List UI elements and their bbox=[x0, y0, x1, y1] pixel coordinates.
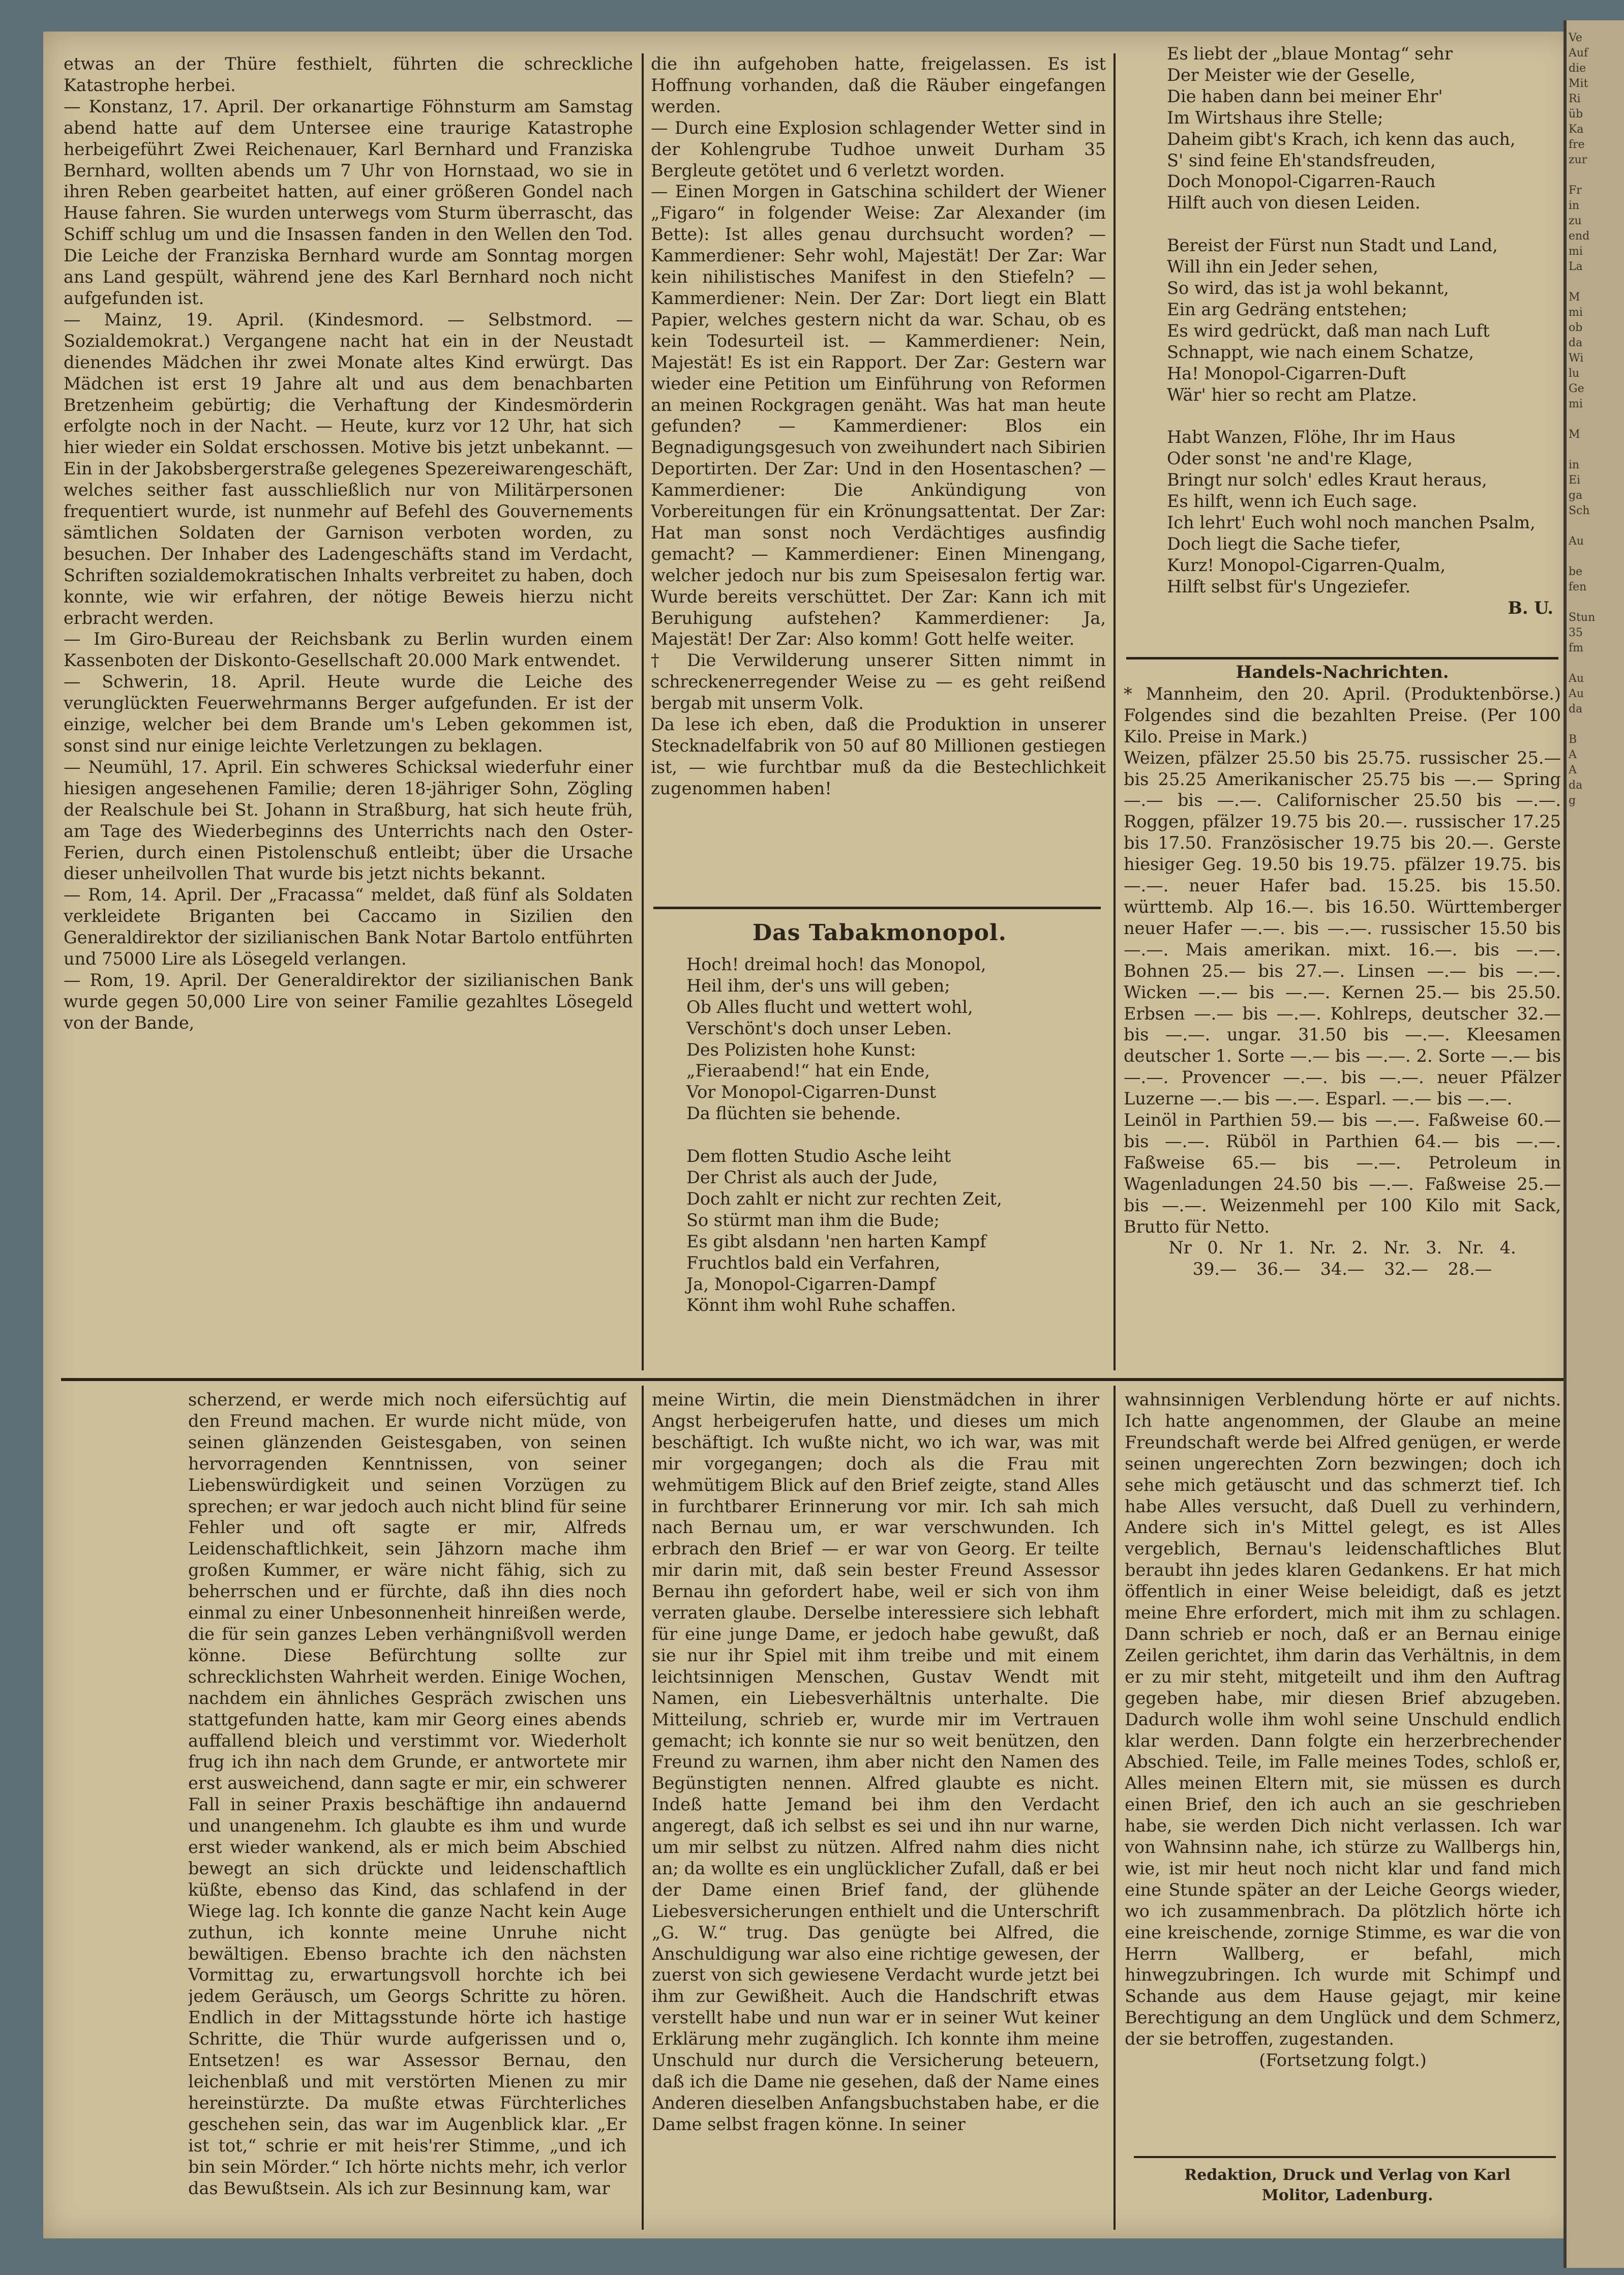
column-rule bbox=[642, 1386, 644, 2230]
poem-block bbox=[656, 915, 1103, 1373]
poem-line: Es liebt der „blaue Montag“ sehr bbox=[1167, 44, 1453, 64]
poem-line: Fruchtlos bald ein Verfahren, bbox=[686, 1252, 941, 1273]
column-rule bbox=[1114, 1386, 1116, 2230]
poem-line: Ja, Monopol-Cigarren-Dampf bbox=[686, 1274, 936, 1294]
article-paragraph: die ihn aufgehoben hatte, freigelassen. Es ist Hoffnung vorhanden, daß die Räuber eingefangen werden. bbox=[651, 54, 1106, 116]
poem-line: Bereist der Fürst nun Stadt und Land, bbox=[1167, 235, 1498, 256]
poem-line: Es hilft, wenn ich Euch sage. bbox=[1167, 491, 1418, 512]
poem-line: Kurz! Monopol-Cigarren-Qualm, bbox=[1167, 555, 1446, 575]
poem-line: Hilft selbst für's Ungeziefer. bbox=[1167, 576, 1411, 596]
poem-line: Doch Monopol-Cigarren-Rauch bbox=[1167, 171, 1436, 192]
market-paragraph: Weizen, pfälzer 25.50 bis 25.75. russischer 25.— bis 25.25 Amerikanischer 25.75 bis —.— Spring —.— bis —.—. Californischer 25.50 bis —.—. Roggen, pfälzer 19.75 bis 20.—. russischer 17.25 bis 17.50. Französischer 19.75 bis 20.—. Gerste hiesiger Geg. 19.50 bis 19.75. pfälzer 19.75. bis —.—. neuer Hafer bad. 15.25. bis 15.50. württemb. Alp 16.—. bis 16.50. Württemberger neuer Hafer —.—. bis —.—. russischer 15.50 bis —.—. Mais amerikan. mixt. 16.—. bis —.—. Bohnen 25.— bis 27.—. Linsen —.— bis —.—. Wicken —.— bis —.—. Kernen 25.— bis 25.50. Erbsen —.— bis —.—. Kohlreps, deutscher 32.— bis —.—. ungar. 31.50 bis —.—. Kleesamen deutscher 1. Sorte —.— bis —.—. 2. Sorte —.— bis —.—. Provencer —.—. bis —.—. neuer Pfälzer Luzerne —.— bis —.—. Esparl. —.— bis —.—. bbox=[1124, 747, 1561, 1109]
column-rule bbox=[642, 53, 644, 1370]
poem-line: „Fieraabend!“ hat ein Ende, bbox=[686, 1061, 930, 1081]
poem-line: Könnt ihm wohl Ruhe schaffen. bbox=[686, 1295, 956, 1315]
poem-title: Das Tabakmonopol. bbox=[753, 920, 1007, 946]
poem-line: Ein arg Gedräng entstehen; bbox=[1167, 299, 1407, 319]
continuation-note: (Fortsetzung folgt.) bbox=[1259, 2050, 1427, 2071]
poem-line: Wär' hier so recht am Platze. bbox=[1167, 384, 1417, 405]
poem-line: Es gibt alsdann 'nen harten Kampf bbox=[686, 1231, 986, 1251]
column-rule bbox=[1114, 53, 1116, 1370]
poem-lines bbox=[656, 954, 1103, 1316]
article-paragraph: — Schwerin, 18. April. Heute wurde die Leiche des verunglückten Feuerwehrmanns Berger aufgefunden. Er ist der einzige, welcher bei dem Brande um's Leben gekommen ist, sonst sind nur einige leichte Verletzungen zu beklagen. bbox=[64, 672, 633, 756]
poem-line: Daheim gibt's Krach, ich kenn das auch, bbox=[1167, 129, 1516, 149]
poem-line bbox=[686, 1124, 1103, 1146]
poem-line: Will ihn ein Jeder sehen, bbox=[1167, 257, 1378, 277]
top-column-1 bbox=[64, 53, 633, 1353]
poem-line: S' sind feine Eh'standsfreuden, bbox=[1167, 150, 1436, 170]
feuilleton-rule bbox=[61, 1378, 1563, 1381]
imprint-rule bbox=[1134, 2156, 1556, 2158]
poem-line: Oder sonst 'ne and're Klage, bbox=[1167, 448, 1413, 469]
poem-line bbox=[1167, 405, 1558, 427]
poem-line: Hilft auch von diesen Leiden. bbox=[1167, 193, 1421, 213]
section-rule bbox=[1126, 657, 1558, 660]
section-rule bbox=[653, 907, 1101, 909]
poem-line: Doch zahlt er nicht zur rechten Zeit, bbox=[686, 1188, 1002, 1209]
article-paragraph: etwas an der Thüre festhielt, führten die schreckliche Katastrophe herbei. bbox=[64, 54, 633, 95]
poem-line: Verschönt's doch unser Leben. bbox=[686, 1018, 952, 1038]
article-paragraph: — Rom, 19. April. Der Generaldirektor der sizilianischen Bank wurde gegen 50,000 Lire von seiner Familie gezahltes Lösegeld von der Bande, bbox=[64, 970, 633, 1033]
poem-line: Ob Alles flucht und wettert wohl, bbox=[686, 997, 973, 1017]
market-report bbox=[1124, 662, 1561, 1371]
top-column-2 bbox=[651, 53, 1106, 900]
article-paragraph: — Im Giro-Bureau der Reichsbank zu Berlin wurden einem Kassenboten der Diskonto-Gesellschaft 20.000 Mark entwendet. bbox=[64, 629, 633, 671]
story-text: meine Wirtin, die mein Dienstmädchen in ihrer Angst herbeigerufen hatte, und dieses um mich beschäftigt. Ich wußte nicht, wo ich war, was mit mir vorgegangen; doch als die Frau mit wehmütigem Blick auf den Brief zeigte, stand Alles in furchtbarer Erinnerung vor mir. Ich sah mich nach Bernau um, er war verschwunden. Ich erbrach den Brief — er war von Georg. Er teilte mir darin mit, daß sein bester Freund Assessor Bernau ihn gefordert habe, weil er sich von ihm verraten glaube. Derselbe interessiere sich lebhaft für eine junge Dame, er jedoch habe gewußt, daß sie nur ihr Spiel mit ihm treibe und mit einem leichtsinnigen Menschen, Gustav Wendt mit Namen, ein Liebesverhältnis unterhalte. Die Mitteilung, schrieb er, wurde mir im Vertrauen gemacht; ich konnte sie nur so weit benützen, den Freund zu warnen, ihm aber nicht den Namen des Begünstigten nennen. Alfred glaubte es nicht. Indeß hatte Jemand bei ihm den Verdacht angeregt, daß ich selbst es sei und ihn nur warne, um mir selbst zu nützen. Alfred nahm dies nicht an; da wollte es ein unglücklicher Zufall, daß er bei der Dame einen Brief fand, der glühende Liebesversicherungen enthielt und die Unterschrift „G. W.“ trug. Das genügte bei Alfred, die Anschuldigung war also eine richtige gewesen, der zuerst von sich gewiesene Verdacht wurde jetzt bei ihm zur Gewißheit. Auch die Handschrift etwas verstellt habe und nun war er in seiner Wut keiner Erklärung mehr zugänglich. Ich konnte ihm meine Unschuld nur durch die Versicherung beteuern, daß ich die Dame nie gesehen, daß der Name eines Anderen dieselben Anfangsbuchstaben habe, er die Dame selbst fragen könne. In seiner bbox=[652, 1390, 1099, 2134]
market-flour-grades: Nr 0. Nr 1. Nr. 2. Nr. 3. Nr. 4. bbox=[1168, 1238, 1516, 1258]
article-paragraph: — Einen Morgen in Gatschina schildert der Wiener „Figaro“ in folgender Weise: Zar Alexander (im Bette): Ist alles genau durchsucht worden? — Kammerdiener: Sehr wohl, Majestät! Der Zar: War kein nihilistisches Manifest in den Stiefeln? — Kammerdiener: Nein. Der Zar: Dort liegt ein Blatt Papier, welches gestern nicht da war. Schau, ob es kein Todesurteil ist. — Kammerdiener: Nein, Majestät! Es ist ein Rapport. Der Zar: Gestern war wieder eine Petition um Einführung von Reformen an meinen Rockgragen genäht. Was hat man heute gefunden? — Kammerdiener: Blos ein Begnadigungsgesuch von zweihundert nach Sibirien Deportirten. Der Zar: Und in den Hosentaschen? — Kammerdiener: Die Ankündigung von Vorbereitungen für ein Krönungsattentat. Der Zar: Hat man sonst noch Verdächtiges ausfindig gemacht? — Kammerdiener: Einen Minengang, welcher jedoch nur bis zum Speisesalon fertig war. Wurde bereits verschüttet. Der Zar: Kann ich mit Beruhigung aufstehen? Kammerdiener: Ja, Majestät! Der Zar: Also komm! Gott helfe weiter. bbox=[651, 182, 1106, 649]
poem-line: Habt Wanzen, Flöhe, Ihr im Haus bbox=[1167, 427, 1456, 447]
poem-line: Bringt nur solch' edles Kraut heraus, bbox=[1167, 470, 1487, 490]
market-paragraph: * Mannheim, den 20. April. (Produktenbörse.) Folgendes sind die bezahlten Preise. (Per 100 Kilo. Preise in Mark.) bbox=[1124, 683, 1561, 746]
imprint bbox=[1149, 2165, 1546, 2216]
market-title: Handels-Nachrichten. bbox=[1236, 662, 1449, 682]
poem-line: Dem flotten Studio Asche leiht bbox=[686, 1146, 951, 1166]
poem-line: Es wird gedrückt, daß man nach Luft bbox=[1167, 320, 1490, 341]
market-flour-prices: 39.— 36.— 34.— 32.— 28.— bbox=[1192, 1259, 1492, 1279]
article-paragraph: † Die Verwilderung unserer Sitten nimmt in schreckenerregender Weise zu — es geht reißend bergab mit unserm Volk. bbox=[651, 650, 1106, 713]
feuilleton-column-3 bbox=[1125, 1389, 1561, 2142]
article-paragraph: — Rom, 14. April. Der „Fracassa“ meldet, daß fünf als Soldaten verkleidete Briganten bei Caccamo in Sizilien den Generaldirektor der sizilianischen Bank Notar Bartolo entführten und 75000 Lire als Lösegeld verlangen. bbox=[64, 885, 633, 969]
poem-line: Des Polizisten hohe Kunst: bbox=[686, 1039, 916, 1060]
poem-lines bbox=[1126, 43, 1558, 597]
poem-line: Heil ihm, der's uns will geben; bbox=[686, 975, 950, 996]
poem-line: Der Christ als auch der Jude, bbox=[686, 1167, 938, 1187]
article-paragraph: — Mainz, 19. April. (Kindesmord. — Selbstmord. — Sozialdemokrat.) Vergangene nacht hat ein in der Neustadt dienendes Mädchen ihr zwei Monate altes Kind erwürgt. Das Mädchen ist erst 19 Jahre alt und aus dem benachbarten Bretzenheim gebürtig; die Verhaftung der Kindesmörderin erfolgte noch in der Nacht. — Heute, kurz vor 12 Uhr, hat sich hier wieder ein Soldat erschossen. Motive bis jetzt unbekannt. — Ein in der Jakobsbergerstraße gelegenes Spezereiwarengeschäft, welches seither fast ausschließlich nur von Militärpersonen frequentiert wurde, ist nunmehr auf Befehl des Gouvernements sämtlichen Soldaten der Garnison verboten worden, zu besuchen. Der Inhaber des Ladengeschäfts stand im Verdacht, Schriften sozialdemokratischen Inhalts verbreitet zu haben, doch konnte, wie wir erfahren, der nötige Beweis hierzu nicht erbracht werden. bbox=[64, 309, 633, 628]
article-paragraph: Da lese ich eben, daß die Produktion in unserer Stecknadelfabrik von 50 auf 80 Millionen gestiegen ist, — wie furchtbar muß da die Bestechlichkeit zugenommen haben! bbox=[651, 714, 1106, 798]
feuilleton-column-2 bbox=[652, 1389, 1099, 2223]
poem-line: Doch liegt die Sache tiefer, bbox=[1167, 533, 1401, 554]
article-paragraph: — Durch eine Explosion schlagender Wetter sind in der Kohlengrube Tudhoe unweit Durham 35 Bergleute getötet und 6 verletzt worden. bbox=[651, 117, 1106, 181]
poem-line: Ha! Monopol-Cigarren-Duft bbox=[1167, 363, 1406, 383]
imprint-text: Redaktion, Druck und Verlag von Karl Molitor, Ladenburg. bbox=[1184, 2166, 1511, 2204]
poem-line: So wird, das ist ja wohl bekannt, bbox=[1167, 278, 1449, 298]
poem-line: Im Wirtshaus ihre Stelle; bbox=[1167, 107, 1384, 128]
article-paragraph: — Neumühl, 17. April. Ein schweres Schicksal wiederfuhr einer hiesigen angesehenen Familie; deren 18-jähriger Sohn, Zögling der Realschule bei St. Johann in Straßburg, hat sich heute früh, am Tage des Wiederbeginns des Unterrichts nach den Oster-Ferien, durch einen Pistolenschuß entleibt; über die Ursache dieser unheilvollen That wurde bis jetzt nichts bekannt. bbox=[64, 757, 633, 884]
market-paragraph: Leinöl in Parthien 59.— bis —.—. Faßweise 60.— bis —.—. Rüböl in Parthien 64.— bis —.—. Faßweise 65.— bis —.—. Petroleum in Wagenladungen 24.50 bis —.—. Faßweise 25.— bis —.—. Weizenmehl per 100 Kilo mit Sack, Brutto für Netto. bbox=[1124, 1110, 1561, 1237]
poem-line: Da flüchten sie behende. bbox=[686, 1103, 901, 1124]
poem-line: Ich lehrt' Euch wohl noch manchen Psalm, bbox=[1167, 512, 1536, 532]
next-page-edge-text: Ve Auf die Mit Ri üb Ka fre zur Fr in zu end mi La M mi ob da Wi lu Ge mi M in Ei ga Sch Au be fen Stun 35 fm Au Au da B A A da g bbox=[1569, 32, 1596, 807]
poem-line: So stürmt man ihm die Bude; bbox=[686, 1210, 940, 1230]
story-text: scherzend, er werde mich noch eifersüchtig auf den Freund machen. Er wurde nicht müde, von seinen glänzenden Geistesgaben, von seinen hervorragenden Kenntnissen, von seiner Liebenswürdigkeit und seinen Vorzügen zu sprechen; er war jedoch auch nicht blind für seine Fehler und oft sagte er mir, Alfreds Leidenschaftlichkeit, sein Jähzorn mache ihm großen Kummer, er wäre nicht fähig, sich zu beherrschen und er fürchte, daß ihn dies noch einmal zu einer Unbesonnenheit hinreißen werde, die für sein ganzes Leben verhängnißvoll werden könne. Diese Befürchtung sollte zur schrecklichsten Wahrheit werden. Einige Wochen, nachdem ein ähnliches Gespräch zwischen uns stattgefunden hatte, kam mir Georg eines abends auffallend bleich und verstimmt vor. Wiederholt frug ich ihn nach dem Grunde, er antwortete mir erst ausweichend, dann sagte er mir, ein schwerer Fall in seiner Praxis beschäftige ihn andauernd und unangenehm. Ich glaubte es ihm und wurde erst wieder wankend, als er mich beim Abschied bewegt an sich drückte und leidenschaftlich küßte, ebenso das Kind, das schlafend in der Wiege lag. Ich konnte die ganze Nacht kein Auge zuthun, ich konnte meine Unruhe nicht bewältigen. Ebenso brachte ich den nächsten Vormittag zu, erwartungsvoll horchte ich bei jedem Geräusch, um Georgs Schritte zu hören. Endlich in der Mittagsstunde hörte ich hastige Schritte, die Thür wurde aufgerissen und o, Entsetzen! es war Assessor Bernau, den leichenblaß und mit verstörten Mienen zu mir hereinstürzte. Da mußte etwas Fürchterliches geschehen sein, das war im Augenblick klar. „Er ist tot,“ schrie er mit heis'rer Stimme, „und ich bin sein Mörder.“ Ich hörte nichts mehr, ich verlor das Bewußtsein. Als ich zur Besinnung kam, war bbox=[188, 1390, 626, 2198]
poem-line: Die haben dann bei meiner Ehr' bbox=[1167, 86, 1443, 106]
poem-line: Schnappt, wie nach einem Schatze, bbox=[1167, 342, 1475, 362]
poem-line: Hoch! dreimal hoch! das Monopol, bbox=[686, 954, 986, 974]
poem-signature: B. U. bbox=[1508, 597, 1553, 618]
story-text: wahnsinnigen Verblendung hörte er auf nichts. Ich hatte angenommen, der Glaube an meine Freundschaft werde bei Alfred genügen, er werde seinen ungerechten Zorn bezwingen; doch ich sehe mich getäuscht und das schmerzt tief. Ich habe Alles versucht, daß Duell zu verhindern, Andere sich in's Mittel gelegt, es ist Alles vergeblich, Bernau's leidenschaftliches Blut beraubt ihn jedes klaren Gedankens. Er hat mich öffentlich in einer Weise beleidigt, daß es jetzt meine Ehre erfordert, mich mit ihm zu schlagen. Dann schrieb er noch, daß er an Bernau einige Zeilen gerichtet, ihm darin das Verhältnis, in dem er zu mir steht, mitgeteilt und ihm den Auftrag gegeben habe, mir diesen Brief abzugeben. Dadurch wolle ihm wohl seine Unschuld endlich klar werden. Dann folgte ein herzerbrechender Abschied. Teile, im Falle meines Todes, schloß er, Alles meinen Eltern mit, sie müssen es durch einen Brief, den ich auch an sie geschrieben habe, sie werden Dich nicht verlassen. Ich war von Wahnsinn nahe, ich stürze zu Wallbergs hin, wie, ist mir heut noch nicht klar und fand mich eine Stunde später an der Leiche Georgs wieder, wo ich zusammenbrach. Da plötzlich hörte ich eine kreischende, zornige Stimme, es war die von Herrn Wallberg, er befahl, mich hinwegzubringen. Ich wurde mit Schimpf und Schande aus dem Hause gejagt, mir keine Berechtigung an dem Unglück und dem Schmerz, der sie betroffen, zugestanden. bbox=[1125, 1390, 1561, 2049]
poem-line: Der Meister wie der Geselle, bbox=[1167, 65, 1416, 85]
poem-line: Vor Monopol-Cigarren-Dunst bbox=[686, 1082, 936, 1102]
article-paragraph: — Konstanz, 17. April. Der orkanartige Föhnsturm am Samstag abend hatte auf dem Untersee eine traurige Katastrophe herbeigeführt Zwei Reichenauer, Karl Bernhard und Franziska Bernhard, wollten abends um 7 Uhr von Hornstaad, wo sie in ihren Reben gearbeitet hatten, auf einer größeren Gondel nach Hause fahren. Sie wurden unterwegs vom Sturm überrascht, das Schiff schlug um und die Insassen fanden in den Wellen den Tod. Die Leiche der Franziska Bernhard wurde am Sonntag morgen ans Land gespült, während jene des Karl Bernhard noch nicht aufgefunden ist. bbox=[64, 96, 633, 308]
poem-line bbox=[1167, 214, 1558, 235]
feuilleton-column-1 bbox=[188, 1389, 626, 2223]
poem-continuation bbox=[1126, 43, 1558, 653]
